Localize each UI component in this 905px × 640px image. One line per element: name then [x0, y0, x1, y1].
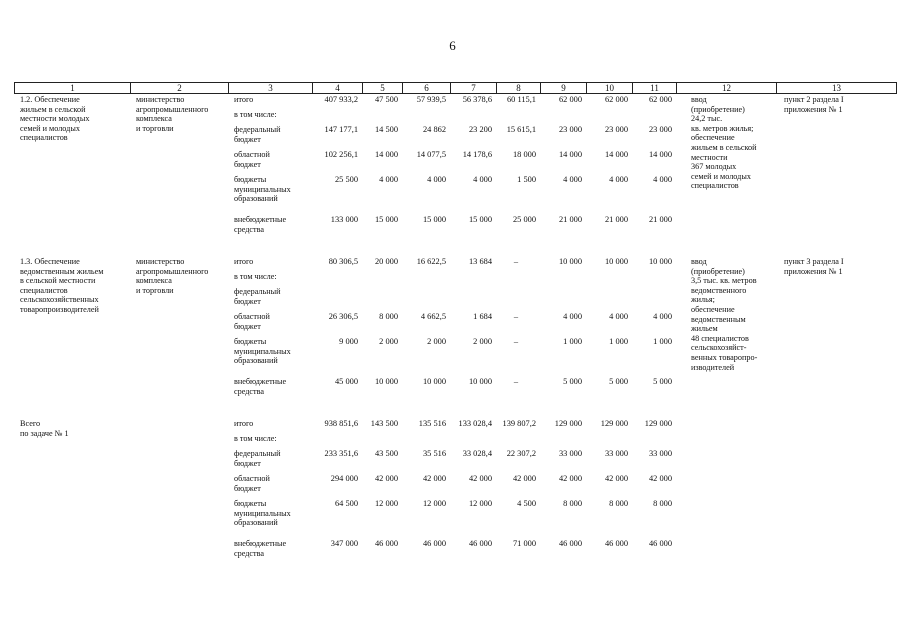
cell-value: 8 000 — [609, 499, 628, 508]
cell-value: 46 000 — [558, 539, 582, 548]
cell-value: 8 000 — [563, 499, 582, 508]
header-col-11: 11 — [633, 83, 677, 93]
cell-value: 25 500 — [334, 175, 358, 184]
cell-value: 2 000 — [427, 337, 446, 346]
cell-value: – — [513, 312, 519, 321]
cell-value: 14 000 — [648, 150, 672, 159]
cell-value: 46 000 — [468, 539, 492, 548]
cell-value: 42 000 — [422, 474, 446, 483]
cell-value: 16 622,5 — [416, 257, 446, 266]
cell-value: 129 000 — [554, 419, 582, 428]
cell-value: 10 000 — [558, 257, 582, 266]
cell-value: 42 000 — [604, 474, 628, 483]
cell-value: 10 000 — [422, 377, 446, 386]
row-label: областной бюджет — [234, 312, 270, 331]
cell-value: 26 306,5 — [328, 312, 358, 321]
cell-value: 14 178,6 — [462, 150, 492, 159]
cell-value: 12 000 — [374, 499, 398, 508]
cell-value: 10 000 — [468, 377, 492, 386]
header-col-13: 13 — [777, 83, 897, 93]
row-label: федеральный бюджет — [234, 287, 281, 306]
cell-value: 14 000 — [374, 150, 398, 159]
cell-value: 46 000 — [374, 539, 398, 548]
cell-value: – — [513, 257, 519, 266]
cell-value: 1 684 — [473, 312, 492, 321]
cell-value: 147 177,1 — [324, 125, 358, 134]
cell-value: 938 851,6 — [324, 419, 358, 428]
header-col-3: 3 — [229, 83, 313, 93]
header-col-10: 10 — [587, 83, 633, 93]
cell-value: 25 000 — [512, 215, 536, 224]
cell-value: 71 000 — [512, 539, 536, 548]
section-reference: пункт 3 раздела I приложения № 1 — [784, 257, 844, 276]
cell-value: 21 000 — [648, 215, 672, 224]
cell-value: 57 939,5 — [416, 95, 446, 104]
cell-value: 4 000 — [473, 175, 492, 184]
cell-value: 21 000 — [558, 215, 582, 224]
cell-value: 33 000 — [604, 449, 628, 458]
cell-value: 22 307,2 — [506, 449, 536, 458]
cell-value: 14 077,5 — [416, 150, 446, 159]
cell-value: 4 662,5 — [420, 312, 446, 321]
cell-value: 80 306,5 — [328, 257, 358, 266]
cell-value: 15 000 — [374, 215, 398, 224]
section-name: 1.3. Обеспечение ведомственным жильем в сельской местности специалистов сельскохозяйственных товаропроизводителей — [20, 257, 104, 314]
cell-value: 64 500 — [334, 499, 358, 508]
cell-value: 21 000 — [604, 215, 628, 224]
cell-value: 15 000 — [422, 215, 446, 224]
cell-value: 42 000 — [512, 474, 536, 483]
cell-value: 13 684 — [468, 257, 492, 266]
cell-value: 24 862 — [422, 125, 446, 134]
cell-value: 15 000 — [468, 215, 492, 224]
cell-value: 4 000 — [653, 312, 672, 321]
cell-value: 43 500 — [374, 449, 398, 458]
cell-value: 2 000 — [379, 337, 398, 346]
cell-value: 4 000 — [427, 175, 446, 184]
section-result: ввод (приобретение) 24,2 тыс. кв. метров жилья; обеспечение жильем в сельской местности 367 молодых семей и молодых специалистов — [691, 95, 757, 191]
cell-value: 4 500 — [517, 499, 536, 508]
row-label: областной бюджет — [234, 474, 270, 493]
cell-value: 62 000 — [558, 95, 582, 104]
row-label: областной бюджет — [234, 150, 270, 169]
cell-value: 20 000 — [374, 257, 398, 266]
cell-value: 5 000 — [563, 377, 582, 386]
cell-value: 62 000 — [648, 95, 672, 104]
cell-value: 15 615,1 — [506, 125, 536, 134]
cell-value: 35 516 — [422, 449, 446, 458]
cell-value: 23 000 — [604, 125, 628, 134]
cell-value: 4 000 — [563, 312, 582, 321]
cell-value: 4 000 — [379, 175, 398, 184]
cell-value: 12 000 — [422, 499, 446, 508]
row-label: бюджеты муниципальных образований — [234, 175, 291, 204]
section-reference: пункт 2 раздела I приложения № 1 — [784, 95, 844, 114]
row-label: в том числе: — [234, 110, 277, 119]
cell-value: 407 933,2 — [324, 95, 358, 104]
cell-value: – — [513, 337, 519, 346]
cell-value: 23 000 — [558, 125, 582, 134]
header-col-5: 5 — [363, 83, 403, 93]
cell-value: 33 000 — [648, 449, 672, 458]
cell-value: 4 000 — [563, 175, 582, 184]
cell-value: 4 000 — [609, 312, 628, 321]
row-label: федеральный бюджет — [234, 449, 281, 468]
section-name: 1.2. Обеспечение жильем в сельской местности молодых семей и молодых специалистов — [20, 95, 90, 143]
cell-value: 14 000 — [604, 150, 628, 159]
header-col-1: 1 — [15, 83, 131, 93]
cell-value: 23 000 — [648, 125, 672, 134]
cell-value: 1 000 — [609, 337, 628, 346]
cell-value: 14 000 — [558, 150, 582, 159]
cell-value: 129 000 — [644, 419, 672, 428]
cell-value: 10 000 — [604, 257, 628, 266]
cell-value: 143 500 — [370, 419, 398, 428]
cell-value: 56 378,6 — [462, 95, 492, 104]
cell-value: 14 500 — [374, 125, 398, 134]
cell-value: 62 000 — [604, 95, 628, 104]
cell-value: 45 000 — [334, 377, 358, 386]
cell-value: 8 000 — [653, 499, 672, 508]
header-col-4: 4 — [313, 83, 363, 93]
cell-value: 4 000 — [653, 175, 672, 184]
row-label: федеральный бюджет — [234, 125, 281, 144]
row-label: внебюджетные средства — [234, 215, 287, 234]
cell-value: 5 000 — [653, 377, 672, 386]
cell-value: 233 351,6 — [324, 449, 358, 458]
row-label: внебюджетные средства — [234, 377, 287, 396]
section-executor: министерство агропромышленного комплекса и торговли — [136, 95, 209, 133]
cell-value: 33 028,4 — [462, 449, 492, 458]
cell-value: 4 000 — [609, 175, 628, 184]
cell-value: 2 000 — [473, 337, 492, 346]
row-label: бюджеты муниципальных образований — [234, 499, 291, 528]
cell-value: 10 000 — [374, 377, 398, 386]
cell-value: 133 028,4 — [458, 419, 492, 428]
header-col-2: 2 — [131, 83, 229, 93]
section-executor: министерство агропромышленного комплекса и торговли — [136, 257, 209, 295]
section-name: Всего по задаче № 1 — [20, 419, 69, 438]
cell-value: 47 500 — [374, 95, 398, 104]
row-label: в том числе: — [234, 272, 277, 281]
row-label: итого — [234, 257, 254, 266]
cell-value: 9 000 — [339, 337, 358, 346]
cell-value: 42 000 — [558, 474, 582, 483]
cell-value: 5 000 — [609, 377, 628, 386]
cell-value: 139 807,2 — [502, 419, 536, 428]
cell-value: 12 000 — [468, 499, 492, 508]
cell-value: 135 516 — [418, 419, 446, 428]
cell-value: 46 000 — [604, 539, 628, 548]
cell-value: 1 000 — [653, 337, 672, 346]
cell-value: 18 000 — [512, 150, 536, 159]
cell-value: 42 000 — [374, 474, 398, 483]
section-result: ввод (приобретение) 3,5 тыс. кв. метров ведомственного жилья; обеспечение ведомственным жильем 48 специалистов сельскохозяйст- венных товаропро- изводителей — [691, 257, 758, 372]
cell-value: 42 000 — [648, 474, 672, 483]
header-col-12: 12 — [677, 83, 777, 93]
row-label: внебюджетные средства — [234, 539, 287, 558]
table-header — [14, 82, 897, 94]
cell-value: 60 115,1 — [506, 95, 536, 104]
cell-value: 46 000 — [648, 539, 672, 548]
page-number: 6 — [449, 38, 456, 53]
header-col-7: 7 — [451, 83, 497, 93]
cell-value: 23 200 — [468, 125, 492, 134]
header-col-8: 8 — [497, 83, 541, 93]
cell-value: 46 000 — [422, 539, 446, 548]
cell-value: 347 000 — [330, 539, 358, 548]
cell-value: 42 000 — [468, 474, 492, 483]
cell-value: 10 000 — [648, 257, 672, 266]
cell-value: 33 000 — [558, 449, 582, 458]
row-label: в том числе: — [234, 434, 277, 443]
cell-value: 1 000 — [563, 337, 582, 346]
cell-value: 8 000 — [379, 312, 398, 321]
cell-value: 294 000 — [330, 474, 358, 483]
row-label: бюджеты муниципальных образований — [234, 337, 291, 366]
row-label: итого — [234, 95, 254, 104]
cell-value: 102 256,1 — [324, 150, 358, 159]
header-col-9: 9 — [541, 83, 587, 93]
cell-value: 133 000 — [330, 215, 358, 224]
row-label: итого — [234, 419, 254, 428]
header-col-6: 6 — [403, 83, 451, 93]
cell-value: – — [513, 377, 519, 386]
cell-value: 129 000 — [600, 419, 628, 428]
cell-value: 1 500 — [517, 175, 536, 184]
